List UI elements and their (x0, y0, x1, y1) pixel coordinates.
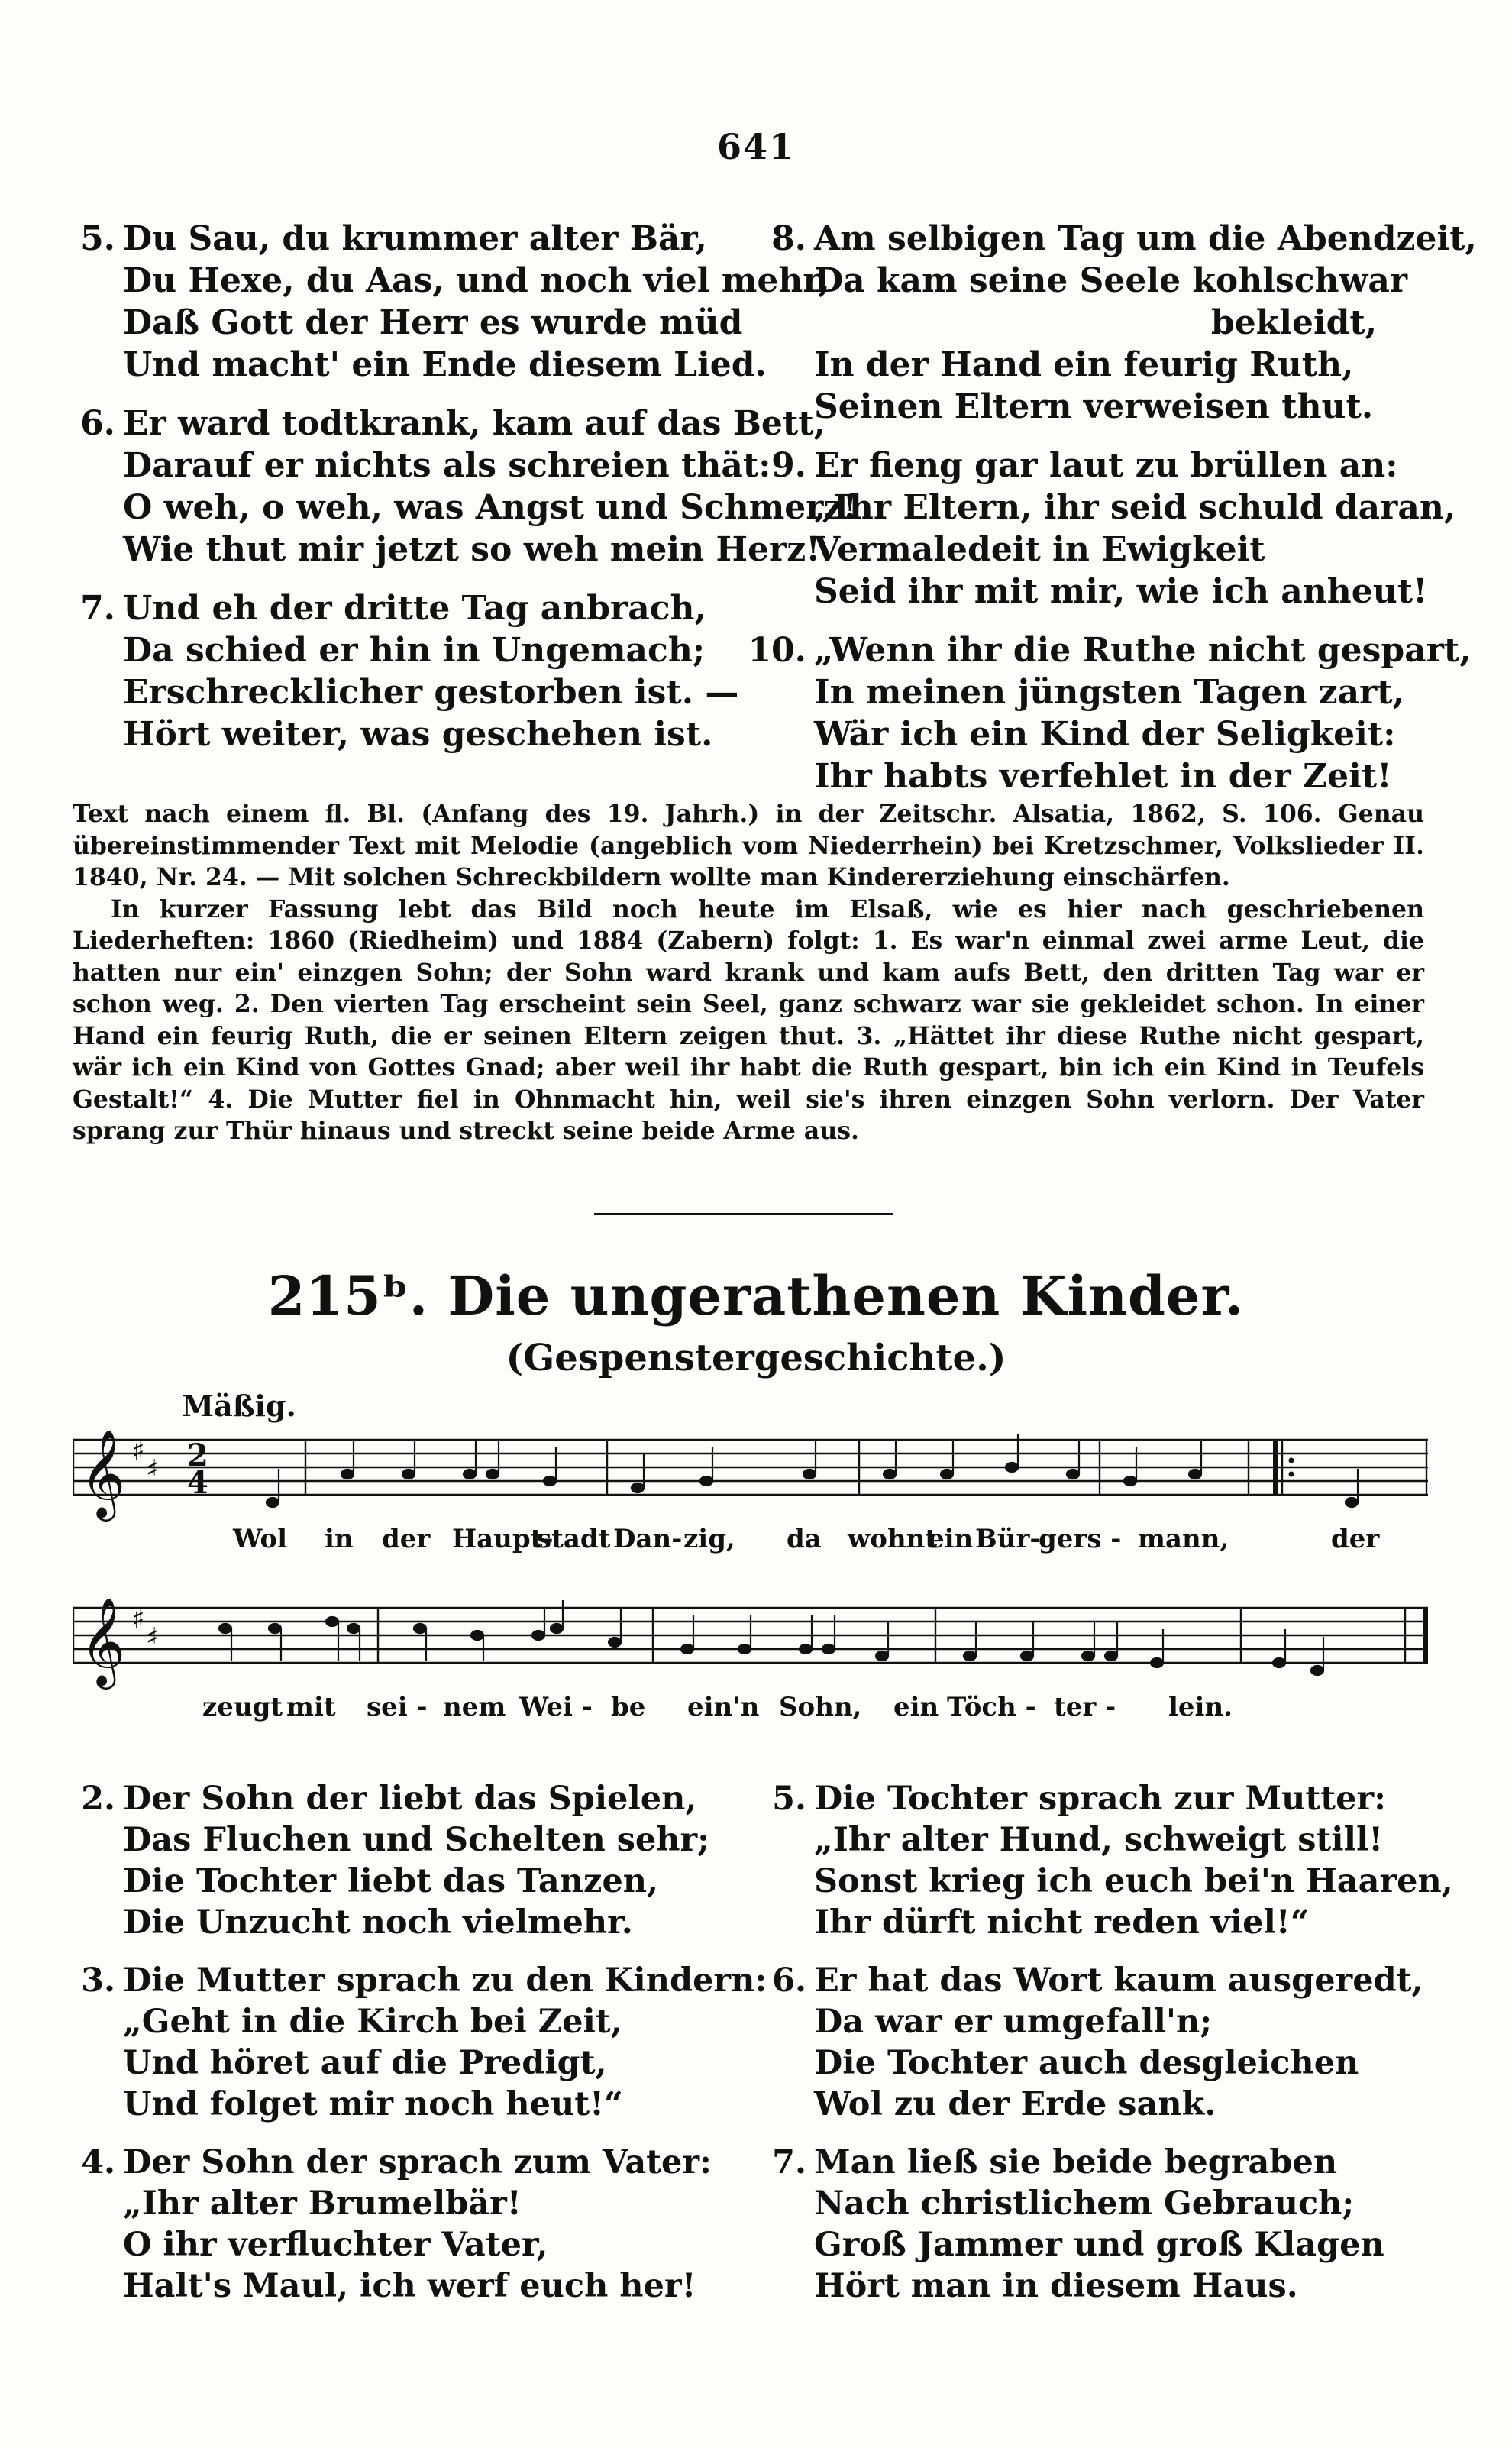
note (1021, 1651, 1033, 1661)
repeat-dot (1289, 1472, 1294, 1477)
lyric-syllable: der (382, 1524, 431, 1554)
key-signature: ♯ (132, 1436, 145, 1467)
verse-line: Er ward todtkrank, kam auf das Bett, (123, 404, 825, 443)
lyric-syllable: Sohn, (779, 1692, 862, 1722)
lyric-syllable: Haupt- (452, 1524, 554, 1554)
top-verses-right (748, 218, 1477, 814)
note (486, 1470, 499, 1479)
lyric-syllable: stadt (537, 1524, 611, 1554)
note (822, 1644, 835, 1654)
verse-line: Die Tochter liebt das Tanzen, (123, 1862, 659, 1900)
verse-line: Die Unzucht noch vielmehr. (123, 1903, 633, 1942)
note (464, 1470, 476, 1479)
lyrics-line-2 (73, 1692, 1432, 1730)
key-signature: ♯ (146, 1454, 159, 1485)
verse-6 (73, 403, 858, 571)
key-signature: ♯ (146, 1622, 159, 1653)
verse-line: Ihr dürft nicht reden viel!“ (814, 1903, 1310, 1942)
time-signature-bottom: 4 (187, 1465, 208, 1501)
verse-2 (73, 1778, 767, 1943)
lyric-syllable: Bür- (975, 1524, 1041, 1554)
note (471, 1631, 483, 1640)
lyric-syllable: nem (443, 1692, 506, 1722)
note (532, 1631, 544, 1640)
lyric-syllable: zeugt (202, 1692, 283, 1722)
lyric-syllable: lein. (1168, 1692, 1233, 1722)
note (1311, 1666, 1323, 1675)
verse-number: 5. (772, 1780, 806, 1818)
note (1273, 1658, 1285, 1667)
verse-line: O ihr verfluchter Vater, (123, 2226, 548, 2264)
verse-number: 5. (80, 219, 115, 258)
verse-3 (73, 1960, 767, 2125)
verse-line: Du Hexe, du Aas, und noch viel mehr, (123, 261, 830, 300)
verse-line: Die Mutter sprach zu den Kindern: (123, 1961, 767, 2000)
lyric-syllable: mit (286, 1692, 336, 1722)
lyric-syllable: der (1331, 1524, 1380, 1554)
verse-line: Er fieng gar laut zu brüllen an: (814, 446, 1398, 485)
note (326, 1617, 338, 1626)
song-subtitle: (Gespenstergeschichte.) (506, 1337, 1006, 1379)
verse-5 (73, 218, 858, 386)
lyric-syllable: Wei - (519, 1692, 593, 1722)
verse-line: Der Sohn der sprach zum Vater: (123, 2143, 712, 2181)
lyric-syllable: da (787, 1524, 822, 1554)
verse-line: Du Sau, du krummer alter Bär, (123, 219, 707, 258)
verse-line: Hört weiter, was geschehen ist. (123, 715, 713, 754)
lyric-syllable: mann, (1138, 1524, 1229, 1554)
lyric-syllable: in (325, 1524, 354, 1554)
verse-line: Die Tochter auch desgleichen (814, 2044, 1359, 2082)
song-heading (0, 1264, 1512, 1327)
verse-number: 7. (80, 589, 115, 628)
verse-line: Seinen Eltern verweisen thut. (814, 387, 1374, 426)
music-staff-1 (73, 1417, 1432, 1524)
verse-line: In meinen jüngsten Tagen zart, (814, 673, 1404, 712)
verse-10 (748, 629, 1477, 797)
note (884, 1470, 896, 1479)
repeat-dot (1289, 1458, 1294, 1463)
lyric-syllable: ter - (1054, 1692, 1116, 1722)
note (941, 1470, 953, 1479)
treble-clef: 𝄞 (80, 1596, 126, 1686)
verse-line: Und macht' ein Ende diesem Lied. (123, 345, 767, 384)
verse-6b (764, 1960, 1453, 2125)
verse-line: „Wenn ihr die Ruthe nicht gespart, (814, 631, 1472, 670)
note (964, 1651, 976, 1661)
verse-line: „Ihr Eltern, ihr seid schuld daran, (814, 488, 1456, 527)
note (402, 1470, 415, 1479)
verse-9 (764, 445, 1477, 613)
lyric-syllable: ein (893, 1692, 939, 1722)
note (1082, 1651, 1094, 1661)
verse-line: Groß Jammer und groß Klagen (814, 2226, 1384, 2264)
verse-line: Er hat das Wort kaum ausgeredt, (814, 1961, 1423, 2000)
note (219, 1624, 231, 1633)
note (544, 1476, 556, 1486)
tempo-marking: Mäßig. (182, 1389, 296, 1423)
verse-line: Und höret auf die Predigt, (123, 2044, 607, 2082)
verse-line: Und eh der dritte Tag anbrach, (123, 589, 706, 628)
verse-number: 3. (81, 1961, 115, 2000)
source-notes (73, 798, 1424, 1147)
song-title: Die ungerathenen Kinder. (447, 1264, 1245, 1327)
lyric-syllable: Wol (233, 1524, 288, 1554)
treble-clef: 𝄞 (80, 1428, 126, 1518)
verse-number: 10. (748, 631, 806, 670)
verse-number: 9. (771, 446, 806, 485)
verse-line: Am selbigen Tag um die Abendzeit, (814, 219, 1477, 258)
time-signature-top: 2 (187, 1437, 208, 1473)
verse-line: Und folget mir noch heut!“ (123, 2085, 623, 2123)
verse-5b (764, 1778, 1453, 1943)
note (269, 1624, 281, 1633)
lyric-syllable: sei - (367, 1692, 428, 1722)
note (341, 1470, 354, 1479)
lyric-syllable: wohnt (848, 1524, 938, 1554)
verse-line: Ihr habts verfehlet in der Zeit! (814, 757, 1392, 796)
note-paragraph: In kurzer Fassung lebt das Bild noch heute im Elsaß, wie es hier nach geschriebenen Liederheften: 1860 (Riedheim) und 1884 (Zabern) folgt: 1. Es war'n einmal zwei arme Leut, die hatten nur ein' einzgen Sohn; der Sohn ward krank und kam aufs Bett, den dritten Tag war er schon weg. 2. Den vierten Tag erscheint sein Seel, ganz schwarz war sie gekleidet schon. In einer Hand ein feurig Ruth, die er seinen Eltern zeigen thut. 3. „Hättet ihr diese Ruthe nicht gespart, wär ich ein Kind von Gottes Gnad; aber weil ihr habt die Ruth gespart, bin ich ein Kind in Teufels Gestalt!“ 4. Die Mutter fiel in Ohnmacht hin, weil sie's ihren einzgen Sohn verlorn. Der Vater sprang zur Thür hinaus und streckt seine beide Arme aus. (73, 894, 1424, 1145)
section-divider (594, 1213, 893, 1215)
note (1151, 1658, 1163, 1667)
note (1067, 1470, 1079, 1479)
verse-line: O weh, o weh, was Angst und Schmerz! (123, 488, 858, 527)
verse-line: Das Fluchen und Schelten sehr; (123, 1821, 710, 1859)
verse-line: Erschrecklicher gestorben ist. — (123, 673, 739, 712)
verse-8 (764, 218, 1477, 428)
verse-line: Daß Gott der Herr es wurde müd (123, 303, 743, 342)
note-paragraph: Text nach einem fl. Bl. (Anfang des 19. Jahrh.) in der Zeitschr. Alsatia, 1862, S. 106. Genau übereinstimmender Text mit Melodie (angeblich vom Niederrhein) bei Kretzschmer, Volkslieder II. 1840, Nr. 24. — Mit solchen Schreckbildern wollte man Kindererziehung einschärfen. (73, 800, 1424, 891)
verse-line: Die Tochter sprach zur Mutter: (814, 1780, 1386, 1818)
note (414, 1624, 426, 1633)
verse-number: 6. (772, 1961, 806, 2000)
note (681, 1644, 693, 1654)
verse-number: 8. (771, 219, 806, 258)
note (700, 1476, 712, 1486)
note (876, 1651, 888, 1661)
verse-line: „Ihr alter Brumelbär! (123, 2184, 522, 2223)
note (803, 1470, 816, 1479)
note (1346, 1498, 1358, 1507)
verse-line: Da schied er hin in Ungemach; (123, 631, 706, 670)
bottom-verses-right (764, 1778, 1453, 2323)
lyric-syllable: Dan- (613, 1524, 683, 1554)
verse-4 (73, 2142, 767, 2307)
top-verses-left (73, 218, 858, 772)
verse-line: Da kam seine Seele kohlschwar (814, 261, 1408, 300)
verse-line: Vermaledeit in Ewigkeit (814, 530, 1265, 569)
note (609, 1638, 621, 1647)
verse-number: 7. (772, 2143, 806, 2181)
bottom-verses-left (73, 1778, 767, 2323)
verse-line: Nach christlichem Gebrauch; (814, 2184, 1355, 2223)
lyric-syllable: gers - (1039, 1524, 1122, 1554)
verse-line: Da war er umgefall'n; (814, 2003, 1213, 2041)
verse-line: Hört man in diesem Haus. (814, 2267, 1298, 2305)
note (1105, 1651, 1117, 1661)
verse-line: Man ließ sie beide begraben (814, 2143, 1338, 2181)
note (738, 1644, 751, 1654)
lyric-syllable: ein'n (687, 1692, 760, 1722)
verse-number: 4. (81, 2143, 115, 2181)
lyric-syllable: Töch - (947, 1692, 1036, 1722)
song-number: 215ᵇ. (267, 1264, 429, 1327)
verse-7 (73, 587, 858, 755)
verse-line: In der Hand ein feurig Ruth, (814, 345, 1354, 384)
verse-line: „Ihr alter Hund, schweigt still! (814, 1821, 1384, 1859)
verse-line: „Geht in die Kirch bei Zeit, (123, 2003, 622, 2041)
verse-line: Halt's Maul, ich werf euch her! (123, 2267, 696, 2305)
note (632, 1483, 644, 1492)
verse-number: 2. (81, 1780, 115, 1818)
note (1124, 1476, 1136, 1486)
note (347, 1624, 360, 1633)
verse-7b (764, 2142, 1453, 2307)
verse-line: Der Sohn der liebt das Spielen, (123, 1780, 697, 1818)
key-signature: ♯ (132, 1604, 145, 1635)
verse-line: Darauf er nichts als schreien thät: (123, 446, 771, 485)
verse-line: Wol zu der Erde sank. (814, 2085, 1216, 2123)
lyric-syllable: be (611, 1692, 646, 1722)
verse-line-continuation: bekleidt, (1211, 303, 1378, 342)
note (1189, 1470, 1201, 1479)
note (551, 1624, 563, 1633)
note (267, 1498, 279, 1507)
verse-number: 6. (80, 404, 115, 443)
verse-line: Wär ich ein Kind der Seligkeit: (814, 715, 1396, 754)
verse-line: Sonst krieg ich euch bei'n Haaren, (814, 1862, 1453, 1900)
lyrics-line-1 (73, 1524, 1432, 1562)
lyric-syllable: zig, (683, 1524, 735, 1554)
music-staff-2 (73, 1585, 1432, 1692)
page-number: 641 (716, 126, 796, 167)
lyric-syllable: ein (928, 1524, 974, 1554)
verse-line: Seid ihr mit mir, wie ich anheut! (814, 572, 1428, 611)
note (1006, 1463, 1018, 1472)
verse-line: Wie thut mir jetzt so weh mein Herz! (123, 530, 821, 569)
note (800, 1644, 812, 1654)
